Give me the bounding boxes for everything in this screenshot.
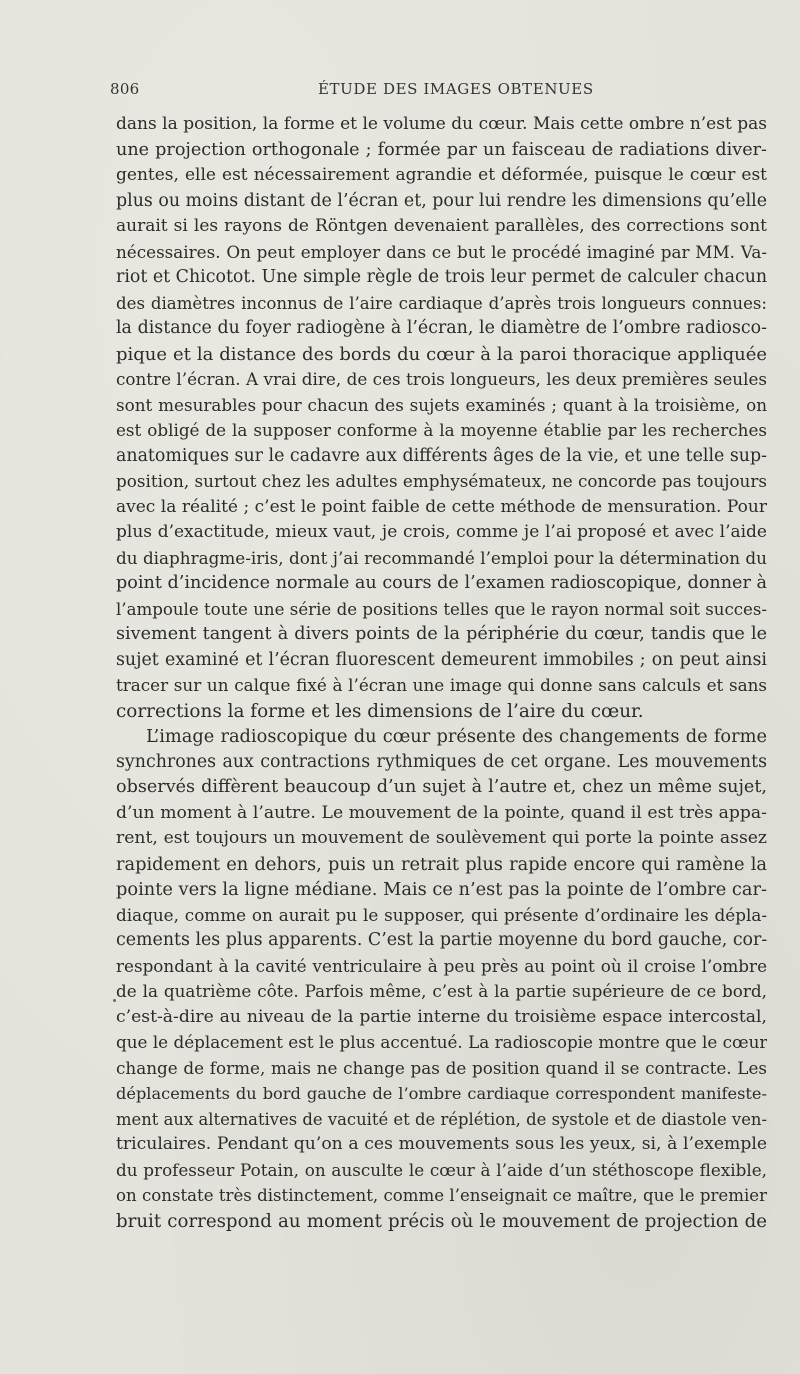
- text-line: on constate très distinctement, comme l’enseignait ce maître, que le premier: [116, 1186, 767, 1205]
- text-line: d’un moment à l’autre. Le mouvement de la pointe, quand il est très appa-: [116, 802, 767, 823]
- page-number: 806: [110, 80, 140, 98]
- text-line: point d’incidence normale au cours de l’examen radioscopique, donner à: [116, 573, 767, 593]
- text-line: avec la réalité ; c’est le point faible de cette méthode de mensuration. Pour: [116, 496, 767, 517]
- text-line: riot et Chicotot. Une simple règle de trois leur permet de calculer chacun: [116, 267, 767, 287]
- text-line: tracer sur un calque fixé à l’écran une image qui donne sans calculs et sans: [116, 675, 767, 695]
- text-line: la distance du foyer radiogène à l’écran, le diamètre de l’ombre radiosco-: [116, 318, 767, 338]
- text-line: l’ampoule toute une série de positions telles que le rayon normal soit succes-: [116, 599, 767, 619]
- text-line: bruit correspond au moment précis où le mouvement de projection de: [116, 1210, 767, 1232]
- text-line: que le déplacement est le plus accentué. La radioscopie montre que le cœur: [116, 1032, 767, 1052]
- text-line: change de forme, mais ne change pas de position quand il se contracte. Les: [116, 1057, 767, 1078]
- text-line: respondant à la cavité ventriculaire à peu près au point où il croise l’ombre: [116, 955, 767, 976]
- text-line: gentes, elle est nécessairement agrandie et déformée, puisque le cœur est: [116, 165, 767, 185]
- text-line: rapidement en dehors, puis un retrait plus rapide encore qui ramène la: [116, 853, 767, 875]
- text-line: synchrones aux contractions rythmiques de cet organe. Les mouvements: [116, 751, 767, 772]
- text-line: diaque, comme on aurait pu le supposer, qui présente d’ordinaire les dépla-: [116, 904, 767, 925]
- text-line: pique et la distance des bords du cœur à la paroi thoracique appliquée: [116, 343, 767, 365]
- text-line: une projection orthogonale ; formée par un faisceau de radiations diver-: [116, 139, 767, 160]
- text-line: est obligé de la supposer conforme à la moyenne établie par les recherches: [116, 420, 767, 440]
- text-line: de la quatrième côte. Parfois même, c’est à la partie supérieure de ce bord,: [116, 981, 767, 1001]
- text-line: déplacements du bord gauche de l’ombre cardiaque correspondent manifeste-: [116, 1084, 767, 1103]
- text-line: des diamètres inconnus de l’aire cardiaque d’après trois longueurs connues:: [116, 293, 767, 313]
- text-line: observés diffèrent beaucoup d’un sujet à l’autre et, chez un même sujet,: [116, 777, 767, 797]
- text-line: sujet examiné et l’écran fluorescent demeurent immobiles ; on peut ainsi: [116, 649, 767, 670]
- text-line: dans la position, la forme et le volume du cœur. Mais cette ombre n’est pas: [116, 114, 767, 134]
- paragraph-start-line: L’image radioscopique du cœur présente des changements de forme: [146, 726, 767, 747]
- text-line: sont mesurables pour chacun des sujets examinés ; quant à la troisième, on: [116, 394, 767, 415]
- text-line: cements les plus apparents. C’est la partie moyenne du bord gauche, cor-: [116, 930, 767, 950]
- text-line: position, surtout chez les adultes emphysémateux, ne concorde pas toujours: [116, 471, 767, 491]
- text-line: triculaires. Pendant qu’on a ces mouvements sous les yeux, si, à l’exemple: [116, 1134, 767, 1154]
- text-line: aurait si les rayons de Röntgen devenaient parallèles, des corrections sont: [116, 216, 767, 236]
- ink-speck: [113, 999, 116, 1002]
- running-head: [110, 80, 760, 102]
- text-line: contre l’écran. A vrai dire, de ces trois longueurs, les deux premières seules: [116, 369, 767, 389]
- text-line: du diaphragme-iris, dont j’ai recommandé l’emploi pour la détermination du: [116, 547, 767, 568]
- body-text: [116, 112, 767, 1234]
- text-line: sivement tangent à divers points de la périphérie du cœur, tandis que le: [116, 624, 767, 644]
- paragraph-end-line: corrections la forme et les dimensions de l’aire du cœur.: [116, 700, 644, 722]
- text-line: c’est-à-dire au niveau de la partie interne du troisième espace intercostal,: [116, 1006, 767, 1027]
- text-line: pointe vers la ligne médiane. Mais ce n’est pas la pointe de l’ombre car-: [116, 879, 767, 900]
- text-line: rent, est toujours un mouvement de soulèvement qui porte la pointe assez: [116, 828, 767, 848]
- text-line: anatomiques sur le cadavre aux différents âges de la vie, et une telle sup-: [116, 445, 767, 466]
- text-line: du professeur Potain, on ausculte le cœur à l’aide d’un stéthoscope flexible,: [116, 1159, 767, 1180]
- running-head-title: ÉTUDE DES IMAGES OBTENUES: [318, 80, 594, 98]
- text-line: ment aux alternatives de vacuité et de réplétion, de systole et de diastole ven-: [116, 1109, 767, 1129]
- text-line: plus ou moins distant de l’écran et, pour lui rendre les dimensions qu’elle: [116, 190, 767, 211]
- text-line: nécessaires. On peut employer dans ce but le procédé imaginé par MM. Va-: [116, 241, 767, 262]
- text-line: plus d’exactitude, mieux vaut, je crois, comme je l’ai proposé et avec l’aide: [116, 522, 767, 542]
